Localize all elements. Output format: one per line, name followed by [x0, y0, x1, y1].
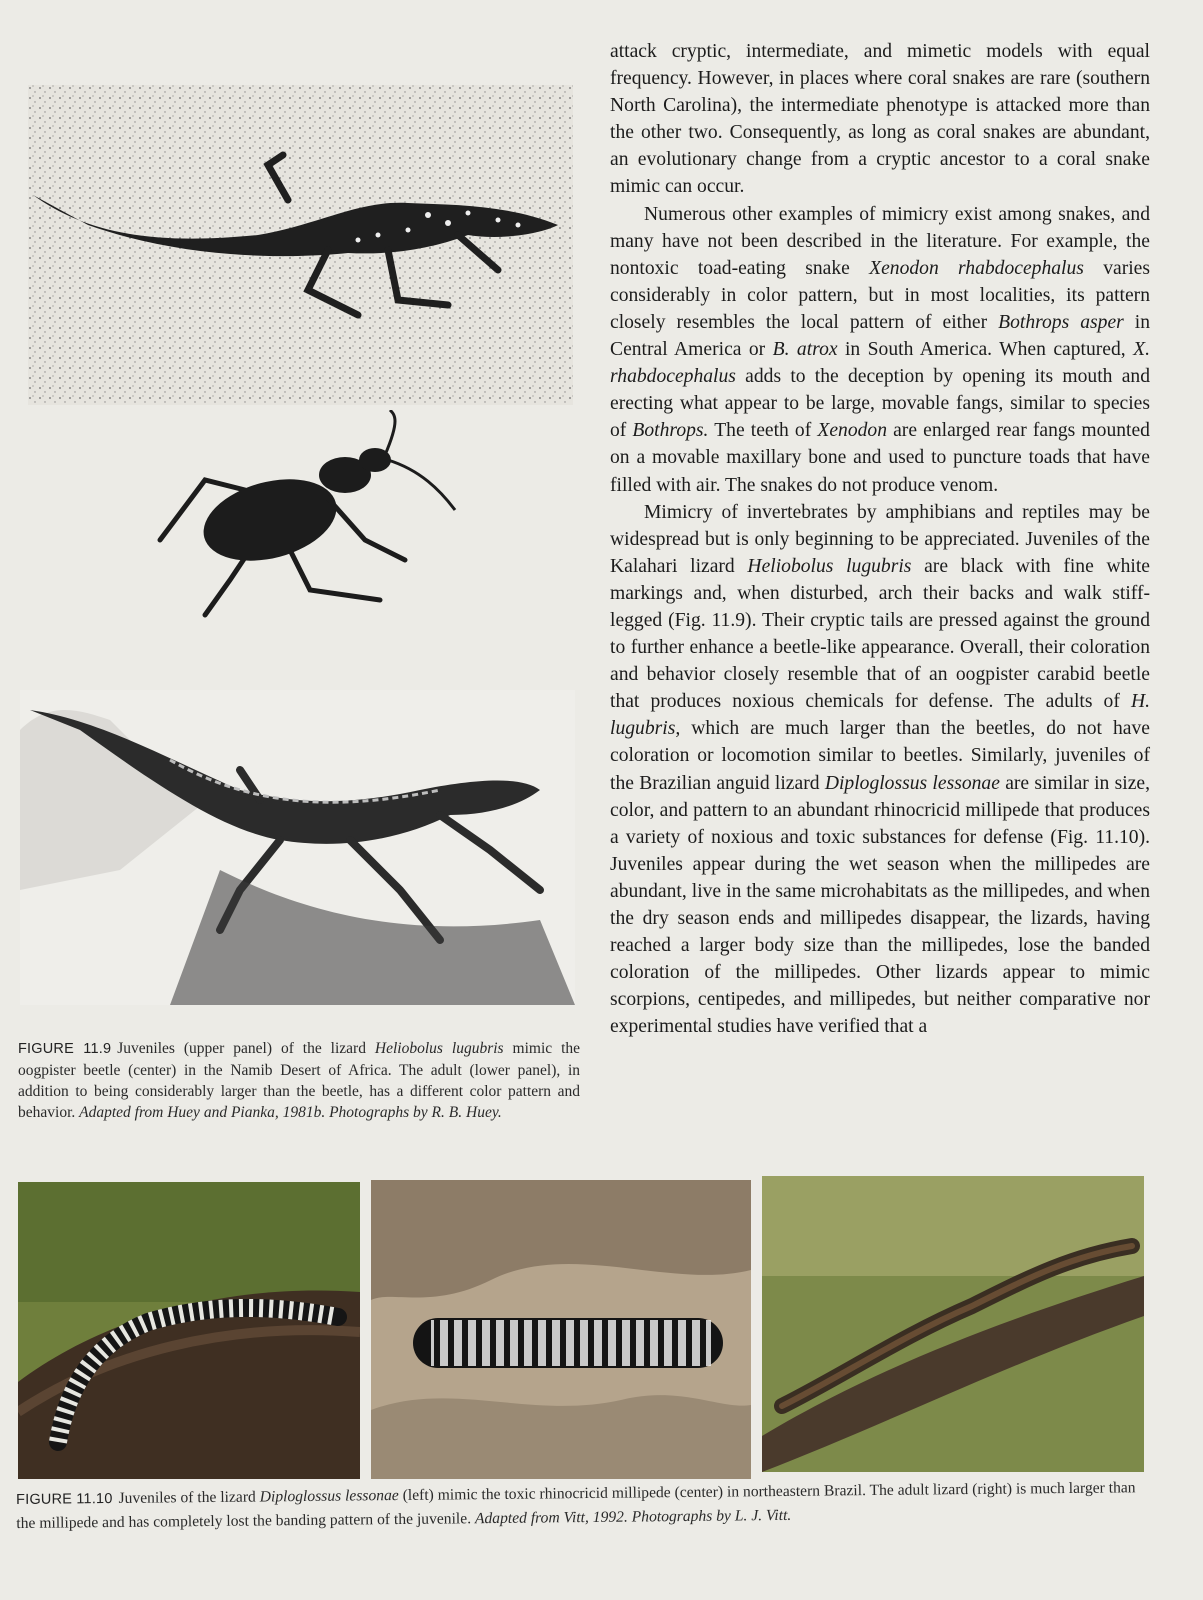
caption-text: Juveniles (upper panel) of the lizard	[117, 1040, 375, 1057]
caption-taxon: Diploglossus lessonae	[259, 1486, 399, 1506]
caption-taxon: Heliobolus lugubris	[374, 1040, 504, 1057]
paragraph-1: attack cryptic, intermediate, and mimetic models with equal frequency. However, in places where coral snakes are rare (southern North Carolina), the intermediate phenotype is attacked more than the other two. Consequently, as long as coral snakes are abundant, an evolutionary change from a cryptic ancestor to a coral snake mimic can occur.	[610, 41, 1150, 198]
caption-text: (left) mimic the toxic rhinocricid millipede (center) in northeastern Brazil. The adult lizard (right) is much larger than the millipede and has completely lost the banding pattern of the juvenile.	[16, 1479, 1136, 1532]
oogpister-beetle-photo	[150, 410, 480, 635]
juvenile-lizard-photo	[28, 85, 573, 405]
caption-text: mimic the oogpister beetle (center) in the Namib Desert of Africa. The adult (lower panel), in addition to being considerably larger than the beetle, has a different color pattern and behavior.	[18, 1040, 581, 1121]
paragraph-2: Numerous other examples of mimicry exist among snakes, and many have not been described in the literature. For example, the nontoxic toad-eating snake Xenodon rhabdocephalus varies considerably in color pattern, but in most localities, its pattern closely resembles the local pattern of either Bothrops asper in Central America or B. atrox in South America. When captured, X. rhabdocephalus adds to the deception by opening its mouth and erecting what appear to be large, movable fangs, similar to species of Bothrops. The teeth of Xenodon are enlarged rear fangs mounted on a movable maxillary bone and used to puncture toads that have filled with air. The snakes do not produce venom.	[610, 203, 1150, 496]
body-text-column	[610, 38, 1150, 1040]
adult-lizard-photo	[20, 690, 575, 1005]
caption-credit: Adapted from Vitt, 1992. Photographs by L. J. Vitt.	[474, 1506, 792, 1528]
caption-text: Juveniles of the lizard	[118, 1488, 260, 1507]
rhinocricid-millipede-photo	[371, 1180, 751, 1479]
paragraph-3: Mimicry of invertebrates by amphibians and reptiles may be widespread but is only beginning to be appreciated. Juveniles of the Kalahari lizard Heliobolus lugubris are black with fine white markings and, when disturbed, arch their backs and walk stiff-legged (Fig. 11.9). Their cryptic tails are pressed against the ground to further enhance a beetle-like appearance. Overall, their coloration and behavior closely resemble that of an oogpister carabid beetle that produces noxious chemicals for defense. The adults of H. lugubris, which are much larger than the beetles, do not have coloration or locomotion similar to beetles. Similarly, juveniles of the Brazilian anguid lizard Diploglossus lessonae are similar in size, color, and pattern to an abundant rhinocricid millipede that produces a variety of noxious and toxic substances for defense (Fig. 11.10). Juveniles appear during the wet season when the millipedes are abundant, live in the same microhabitats as the millipedes, and when the dry season ends and millipedes disappear, the lizards, having reached a larger body size than the millipedes, lose the banded coloration of the millipedes. Other lizards appear to mimic scorpions, centipedes, and millipedes, but neither comparative nor experimental studies have verified that a	[610, 501, 1150, 1038]
figure-11-10-caption	[16, 1476, 1156, 1535]
figure-11-10-label: FIGURE 11.10	[16, 1490, 113, 1508]
figure-11-9-label: FIGURE 11.9	[18, 1041, 112, 1057]
juvenile-diploglossus-photo	[18, 1182, 360, 1479]
figure-11-9-caption	[18, 1038, 580, 1123]
adult-diploglossus-photo	[762, 1176, 1144, 1472]
caption-credit: Adapted from Huey and Pianka, 1981b. Photographs by R. B. Huey.	[79, 1104, 502, 1121]
